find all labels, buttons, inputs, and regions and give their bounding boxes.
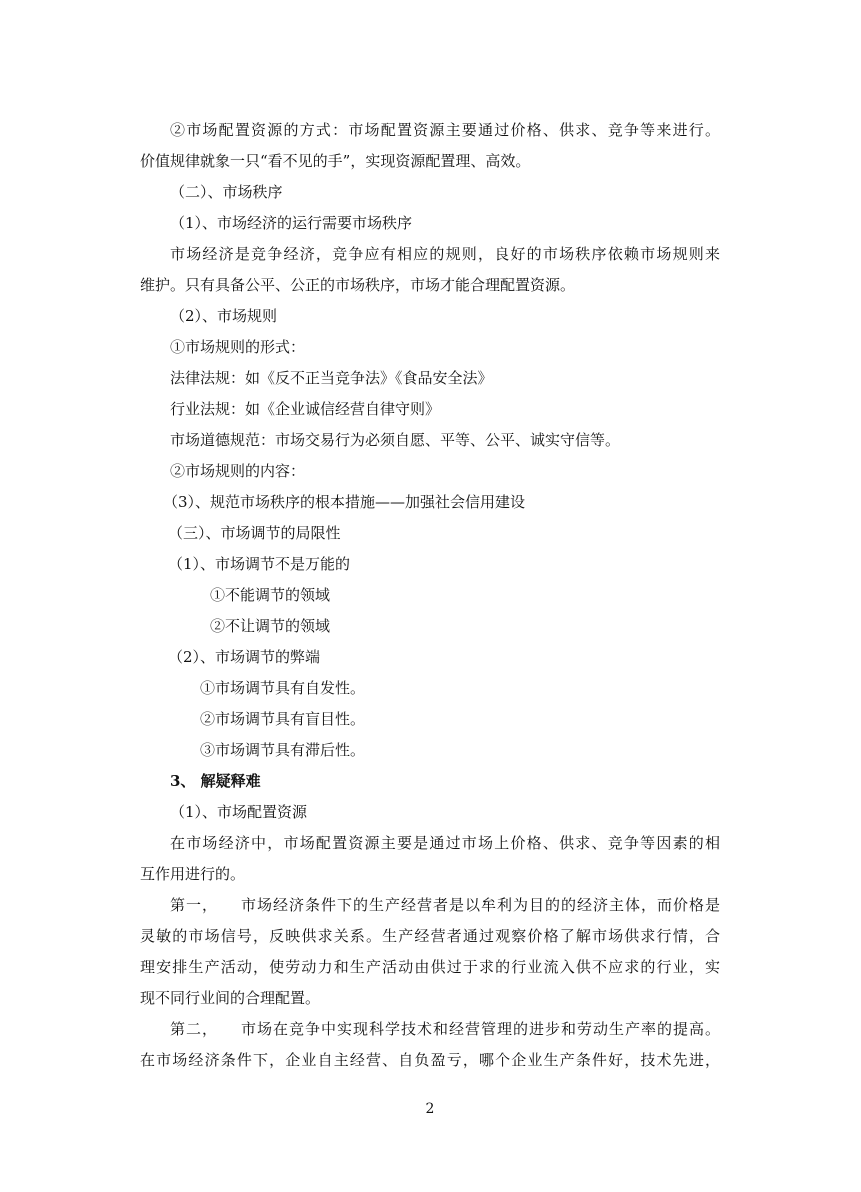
text-line: ①市场规则的形式： bbox=[170, 338, 306, 356]
subsection-heading: （2）、市场规则 bbox=[170, 307, 278, 325]
section-heading: （二）、市场秩序 bbox=[170, 183, 283, 201]
subsection-heading: （1）、市场配置资源 bbox=[170, 803, 308, 821]
list-item: ③市场调节具有滞后性。 bbox=[200, 741, 366, 759]
text-line: 现不同行业间的合理配置。 bbox=[140, 989, 321, 1007]
section-heading: （三）、市场调节的局限性 bbox=[168, 524, 341, 542]
text-line: 市场道德规范：市场交易行为必须自愿、平等、公平、诚实守信等。 bbox=[170, 431, 621, 449]
subsection-heading: （1）、市场经济的运行需要市场秩序 bbox=[170, 214, 413, 232]
text-line: 第二， 市场在竞争中实现科学技术和经营管理的进步和劳动生产率的提高。 bbox=[170, 1020, 720, 1038]
text-line: 法律法规：如《反不正当竞争法》《食品安全法》 bbox=[170, 369, 493, 387]
text-line: 行业法规：如《企业诚信经营自律守则》 bbox=[170, 400, 441, 418]
text-line: 互作用进行的。 bbox=[140, 865, 246, 883]
text-line: ②市场规则的内容： bbox=[170, 462, 306, 480]
subsection-heading: （3）、规范市场秩序的根本措施——加强社会信用建设 bbox=[163, 493, 526, 511]
section-heading-bold: 3、 解疑释难 bbox=[170, 772, 261, 790]
list-item: ②不让调节的领域 bbox=[210, 617, 331, 635]
text-line: 在市场经济条件下，企业自主经营、自负盈亏，哪个企业生产条件好，技术先进， bbox=[140, 1051, 720, 1069]
text-line: 价值规律就象一只“看不见的手”，实现资源配置理、高效。 bbox=[140, 152, 531, 170]
text-line: 灵敏的市场信号，反映供求关系。生产经营者通过观察价格了解市场供求行情，合 bbox=[140, 927, 720, 945]
list-item: ②市场调节具有盲目性。 bbox=[200, 710, 366, 728]
text-line: 在市场经济中，市场配置资源主要是通过市场上价格、供求、竞争等因素的相 bbox=[170, 834, 720, 852]
text-line: ②市场配置资源的方式：市场配置资源主要通过价格、供求、竞争等来进行。 bbox=[170, 121, 720, 139]
list-item: ①市场调节具有自发性。 bbox=[200, 679, 366, 697]
text-line: 市场经济是竞争经济，竞争应有相应的规则，良好的市场秩序依赖市场规则来 bbox=[170, 245, 720, 263]
page-number: 2 bbox=[425, 1101, 435, 1117]
subsection-heading: （2）、市场调节的弊端 bbox=[168, 648, 321, 666]
list-item: ①不能调节的领域 bbox=[210, 586, 331, 604]
subsection-heading: （1）、市场调节不是万能的 bbox=[168, 555, 351, 573]
text-line: 第一， 市场经济条件下的生产经营者是以牟利为目的的经济主体，而价格是 bbox=[170, 896, 720, 914]
text-line: 维护。只有具备公平、公正的市场秩序，市场才能合理配置资源。 bbox=[140, 276, 576, 294]
text-line: 理安排生产活动，使劳动力和生产活动由供过于求的行业流入供不应求的行业，实 bbox=[140, 958, 720, 976]
